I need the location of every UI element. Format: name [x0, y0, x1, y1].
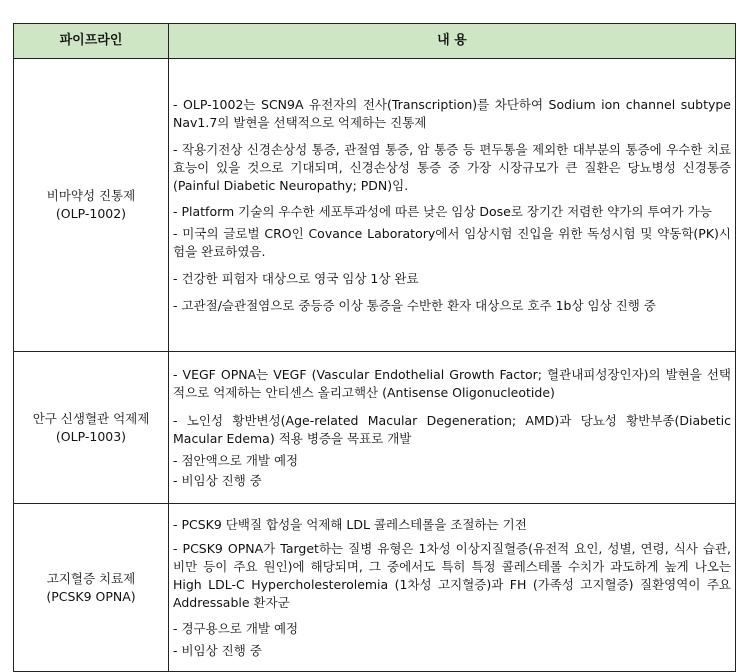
content-item: - 건강한 피험자 대상으로 영국 임상 1상 완료 — [173, 270, 419, 286]
header-content: 내 용 — [169, 24, 736, 59]
header-pipeline: 파이프라인 — [14, 24, 169, 59]
pipeline-name-cell — [14, 352, 169, 504]
pipeline-name: 안구 신생혈관 억제제 — [32, 410, 150, 426]
header-row — [14, 24, 736, 59]
pipeline-code: (OLP-1002) — [55, 206, 127, 221]
pipeline-code: (OLP-1003) — [55, 428, 127, 444]
content-item: - PCSK9 OPNA가 Target하는 질병 유형은 1차성 이상지질혈증(유전적 요인, 성별, 연령, 식사 습관, 비만 등이 주요 원인)에 해당되며, 그 중에서도 특히 특정 콜레스테롤 수치가 과도하게 높게 나오는 High LDL-C Hypercholesterolemia (1차성 고지혈증)과 FH (가족성 고지혈증) 질환영역이 주요 Addressable 환자군 — [173, 540, 731, 610]
pipeline-content-cell — [169, 352, 736, 504]
content-item: - 작용기전상 신경손상성 통증, 관절염 통증, 암 통증 등 편두통을 제외한 대부분의 통증에 우수한 치료 효능이 있을 것으로 기대되며, 신경손상성 통증 중 가장 시장규모가 큰 질환은 당뇨병성 신경통증(Painful Diabetic Neuropathy; PDN)임. — [173, 141, 731, 193]
table-row — [14, 504, 736, 672]
content-item: - 고관절/슬관절염으로 중등증 이상 통증을 수반한 환자 대상으로 호주 1b상 임상 진행 중 — [173, 297, 656, 313]
content-item: - 비임상 진행 중 — [173, 472, 262, 488]
pipeline-name: 비마약성 진통제 — [46, 188, 136, 203]
pipeline-table — [13, 23, 736, 672]
pipeline-content-cell — [169, 59, 736, 352]
pipeline-content-cell — [169, 504, 736, 672]
pipeline-name: 고지혈증 치료제 — [46, 570, 136, 586]
pipeline-name-cell — [14, 504, 169, 672]
content-item: - OLP-1002는 SCN9A 유전자의 전사(Transcription)를 차단하여 Sodium ion channel subtype Nav1.7의 발현을 선택적으로 억제하는 진통제 — [173, 96, 731, 130]
content-item: - Platform 기술의 우수한 세포투과성에 따른 낮은 임상 Dose로 장기간 저렴한 약가의 투여가 가능 — [173, 203, 712, 219]
content-item: - VEGF OPNA는 VEGF (Vascular Endothelial Growth Factor; 혈관내피성장인자)의 발현을 선택적으로 억제하는 안티센스 올리고핵산 (Antisense Oligonucleotide) — [173, 366, 731, 400]
pipeline-name-cell — [14, 59, 169, 352]
content-item: - 미국의 글로벌 CRO인 Covance Laboratory에서 임상시험 진입을 위한 독성시험 및 약동학(PK)시험을 완료하였음. — [173, 225, 731, 259]
table-row — [14, 352, 736, 504]
pipeline-code: (PCSK9 OPNA) — [46, 588, 136, 604]
content-item: - 비임상 진행 중 — [173, 642, 262, 658]
content-item: - 점안액으로 개발 예정 — [173, 452, 299, 468]
content-item: - 노인성 황반변성(Age-related Macular Degeneration; AMD)과 당뇨성 황반부종(Diabetic Macular Edema) 적용 병증을 목표로 개발 — [173, 412, 731, 446]
content-item: - PCSK9 단백질 합성을 억제해 LDL 콜레스테롤을 조절하는 기전 — [173, 516, 527, 532]
content-item: - 경구용으로 개발 예정 — [173, 620, 299, 636]
table-row — [14, 59, 736, 352]
